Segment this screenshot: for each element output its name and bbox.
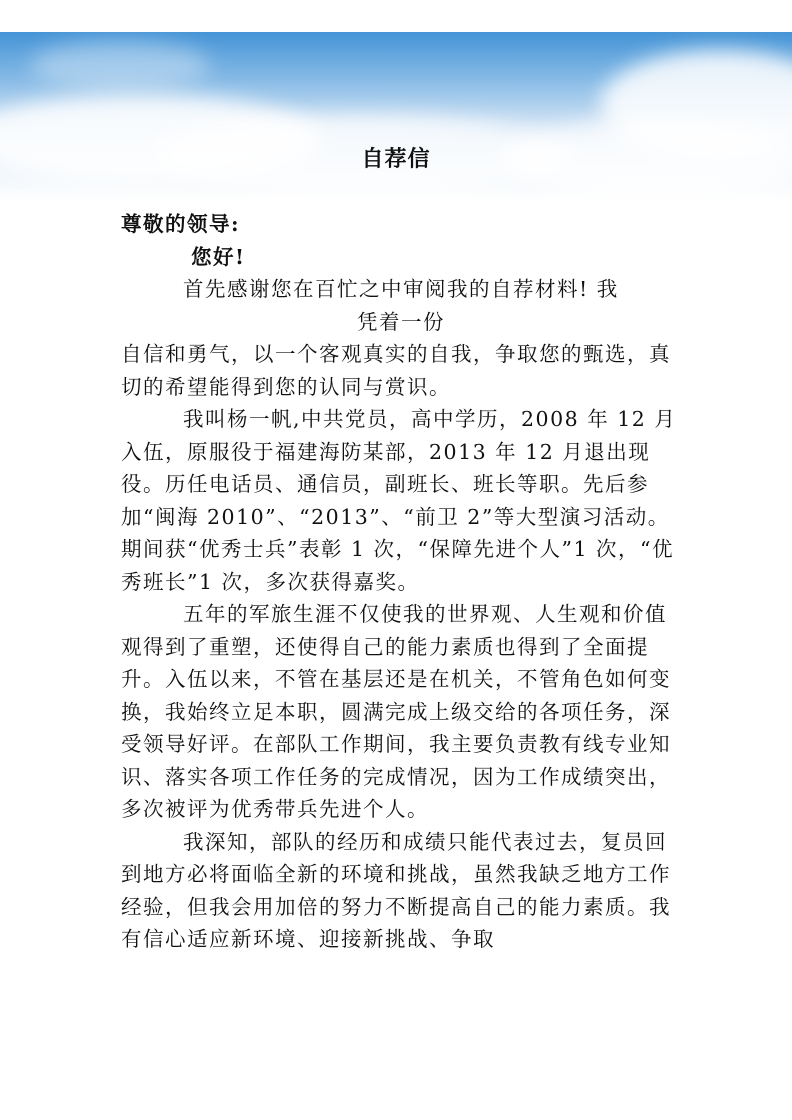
salutation: 尊敬的领导: xyxy=(121,212,241,236)
greeting: 您好! xyxy=(191,244,246,269)
paragraph-intro-line1: 首先感谢您在百忙之中审阅我的自荐材料! 我 xyxy=(183,277,619,301)
paragraph-experience: 五年的军旅生涯不仅使我的世界观、人生观和价值观得到了重塑，还使得自己的能力素质也得到了全面提升。入伍以来，不管在基层还是在机关，不管角色如何变换，我始终立足本职，圆满完成上级交给的各项任务，深受领导好评。在部队工作期间，我主要负责教有线专业知识、落实各项工作任务的完成情况，因为工作成绩突出，多次被评为优秀带兵先进个人。 xyxy=(121,602,671,821)
letter-title: 自荐信 xyxy=(361,147,431,172)
cloud-decoration xyxy=(30,40,210,90)
paragraph-intro-rest: 自信和勇气，以一个客观真实的自我，争取您的甄选，真切的希望能得到您的认同与赏识。 xyxy=(121,342,671,399)
paragraph-outlook: 我深知，部队的经历和成绩只能代表过去，复员回到地方必将面临全新的环境和挑战，虽然我缺乏地方工作经验，但我会用加倍的努力不断提高自己的能力素质。我有信心适应新环境、迎接新挑战、争取 xyxy=(121,829,671,951)
paragraph-intro-line2: 凭着一份 xyxy=(357,309,445,334)
paragraph-background: 我叫杨一帆,中共党员，高中学历，2008 年 12 月入伍，原服役于福建海防某部，2013 年 12 月退出现役。历任电话员、通信员，副班长、班长等职。先后参加“闽海 2010”、“2013”、“前卫 2”等大型演习活动。期间获“优秀士兵”表彰 1 次，“保障先进个人”1 次，“优秀班长”1 次，多次获得嘉奖。 xyxy=(121,407,677,594)
top-margin xyxy=(0,0,792,32)
letter-body xyxy=(121,208,681,956)
